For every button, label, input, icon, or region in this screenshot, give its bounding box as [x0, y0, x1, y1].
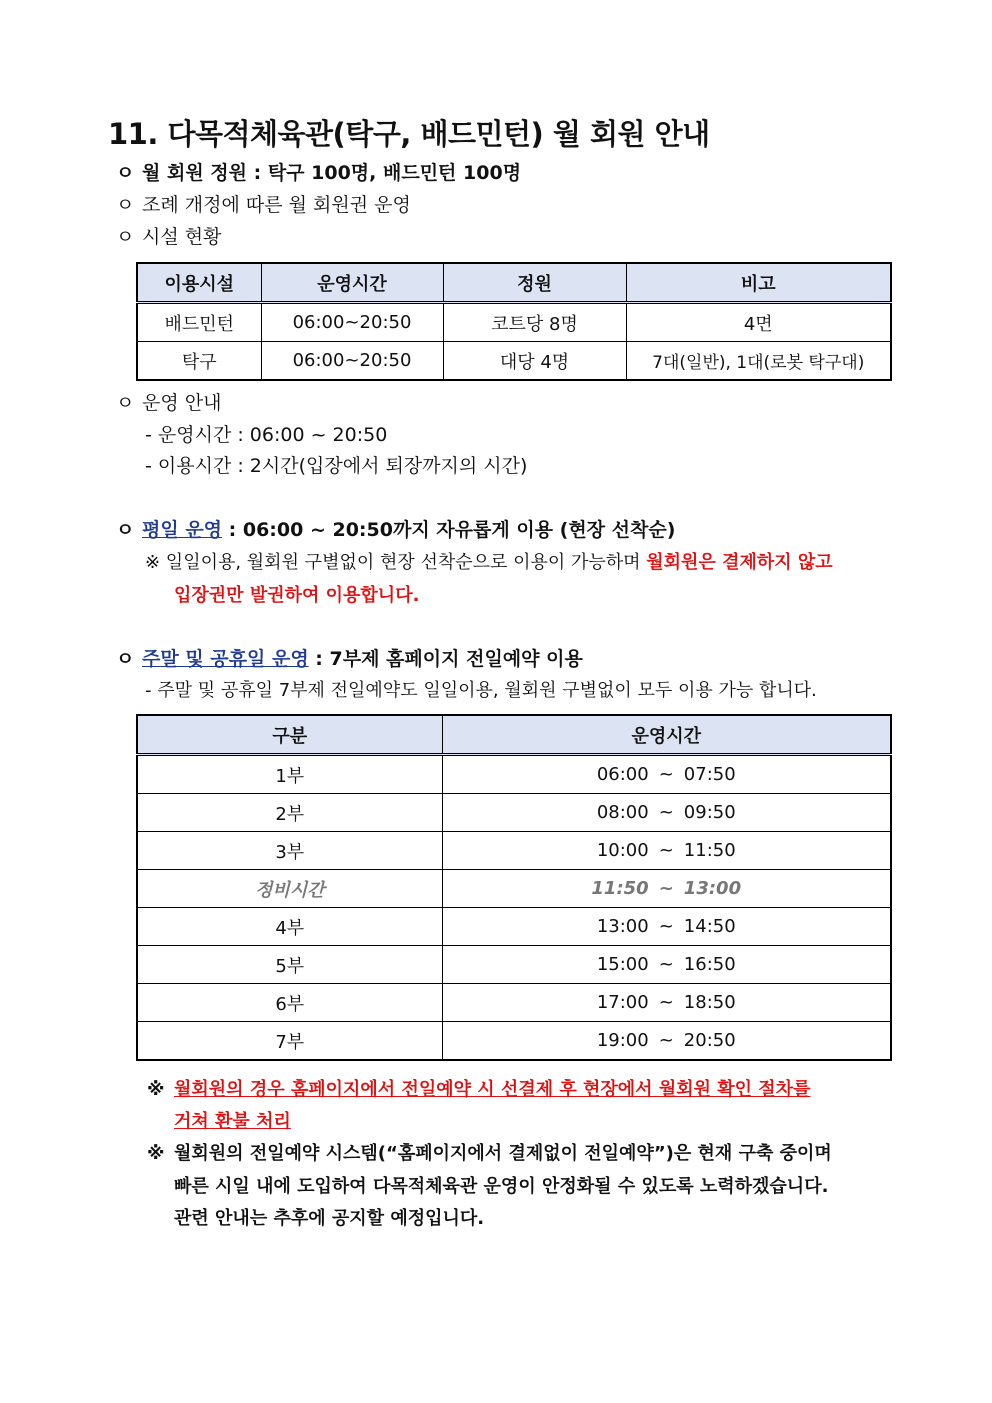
table-row [137, 755, 891, 794]
table-row [137, 794, 891, 832]
table-row [137, 908, 891, 946]
time-cell: 13:00 ~ 14:50 [442, 908, 891, 946]
time-cell: 11:50 ~ 13:00 [442, 870, 891, 908]
part-cell: 1부 [137, 755, 442, 794]
note-system: ※ 월회원의 전일예약 시스템(“홈페이지에서 결제없이 전일예약”)은 현재 구축 중이며 [147, 1143, 832, 1164]
bullet: ㅇ [116, 392, 135, 414]
table-header-cell: 운영시간 [442, 715, 891, 755]
schedule-table [136, 714, 892, 1061]
time-cell: 08:00 ~ 09:50 [442, 794, 891, 832]
note-refund: ※ 월회원의 경우 홈페이지에서 전일예약 시 선결제 후 현장에서 월회원 확인 절차를 [147, 1079, 811, 1100]
part-cell: 4부 [137, 908, 442, 946]
time-cell: 15:00 ~ 16:50 [442, 946, 891, 984]
time-cell: 17:00 ~ 18:50 [442, 984, 891, 1022]
membership-line: ㅇ 월 회원 정원 : 탁구 100명, 배드민턴 100명 [116, 162, 522, 184]
table-header-cell: 정원 [443, 263, 626, 303]
time-cell: 06:00 ~ 07:50 [442, 755, 891, 794]
table-header-row [137, 715, 891, 755]
weekend-sub: - 주말 및 공휴일 7부제 전일예약도 일일이용, 월회원 구별없이 모두 이용 가능 합니다. [145, 680, 817, 701]
ordinance-line: ㅇ 조례 개정에 따른 월 회원권 운영 [116, 194, 411, 216]
weekday-operation: ㅇ 평일 운영 : 06:00 ~ 20:50까지 자유롭게 이용 (현장 선착순) [116, 519, 676, 541]
facility-status-heading: ㅇ 시설 현황 [116, 226, 222, 248]
table-row [137, 303, 891, 342]
table-cell: 4면 [626, 303, 891, 342]
part-cell: 2부 [137, 794, 442, 832]
table-cell: 06:00~20:50 [261, 303, 443, 342]
table-cell: 대당 4명 [443, 342, 626, 381]
table-header-cell: 비고 [626, 263, 891, 303]
weekday-label: 평일 운영 [142, 519, 223, 541]
page-title: 11. 다목적체육관(탁구, 배드민턴) 월 회원 안내 [108, 117, 710, 151]
part-cell: 6부 [137, 984, 442, 1022]
weekday-note-continued: 입장권만 발권하여 이용합니다. [174, 585, 420, 606]
bullet: ㅇ [116, 162, 135, 184]
table-row [137, 832, 891, 870]
table-row [137, 342, 891, 381]
bullet: ㅇ [116, 194, 135, 216]
part-cell: 7부 [137, 1022, 442, 1061]
note-system-line3: 관련 안내는 추후에 공지할 예정입니다. [174, 1208, 485, 1229]
operation-hours: - 운영시간 : 06:00 ~ 20:50 [145, 424, 388, 446]
table-cell: 06:00~20:50 [261, 342, 443, 381]
time-cell: 19:00 ~ 20:50 [442, 1022, 891, 1061]
table-cell: 배드민턴 [137, 303, 261, 342]
table-row [137, 946, 891, 984]
table-header-cell: 운영시간 [261, 263, 443, 303]
bullet: ㅇ [116, 648, 135, 670]
weekday-note: ※ 일일이용, 월회원 구별없이 현장 선착순으로 이용이 가능하며 월회원은 결제하지 않고 [145, 552, 833, 573]
table-header-cell: 이용시설 [137, 263, 261, 303]
table-cell: 코트당 8명 [443, 303, 626, 342]
table-cell: 탁구 [137, 342, 261, 381]
weekend-operation: ㅇ 주말 및 공휴일 운영 : 7부제 홈페이지 전일예약 이용 [116, 648, 583, 670]
note-refund-continued: 거쳐 환불 처리 [174, 1111, 291, 1132]
table-cell: 7대(일반), 1대(로봇 탁구대) [626, 342, 891, 381]
table-header-row [137, 263, 891, 303]
note-system-line2: 빠른 시일 내에 도입하여 다목적체육관 운영이 안정화될 수 있도록 노력하겠습니다. [174, 1176, 829, 1197]
table-row [137, 1022, 891, 1061]
bullet: ㅇ [116, 226, 135, 248]
table-row [137, 984, 891, 1022]
weekend-label: 주말 및 공휴일 운영 [142, 648, 309, 670]
table-header-cell: 구분 [137, 715, 442, 755]
table-row-maintenance [137, 870, 891, 908]
facility-table [136, 262, 892, 381]
operation-guide-heading: ㅇ 운영 안내 [116, 392, 222, 414]
part-cell: 3부 [137, 832, 442, 870]
part-cell: 5부 [137, 946, 442, 984]
part-cell: 정비시간 [137, 870, 442, 908]
bullet: ㅇ [116, 519, 135, 541]
usage-hours: - 이용시간 : 2시간(입장에서 퇴장까지의 시간) [145, 455, 528, 477]
time-cell: 10:00 ~ 11:50 [442, 832, 891, 870]
